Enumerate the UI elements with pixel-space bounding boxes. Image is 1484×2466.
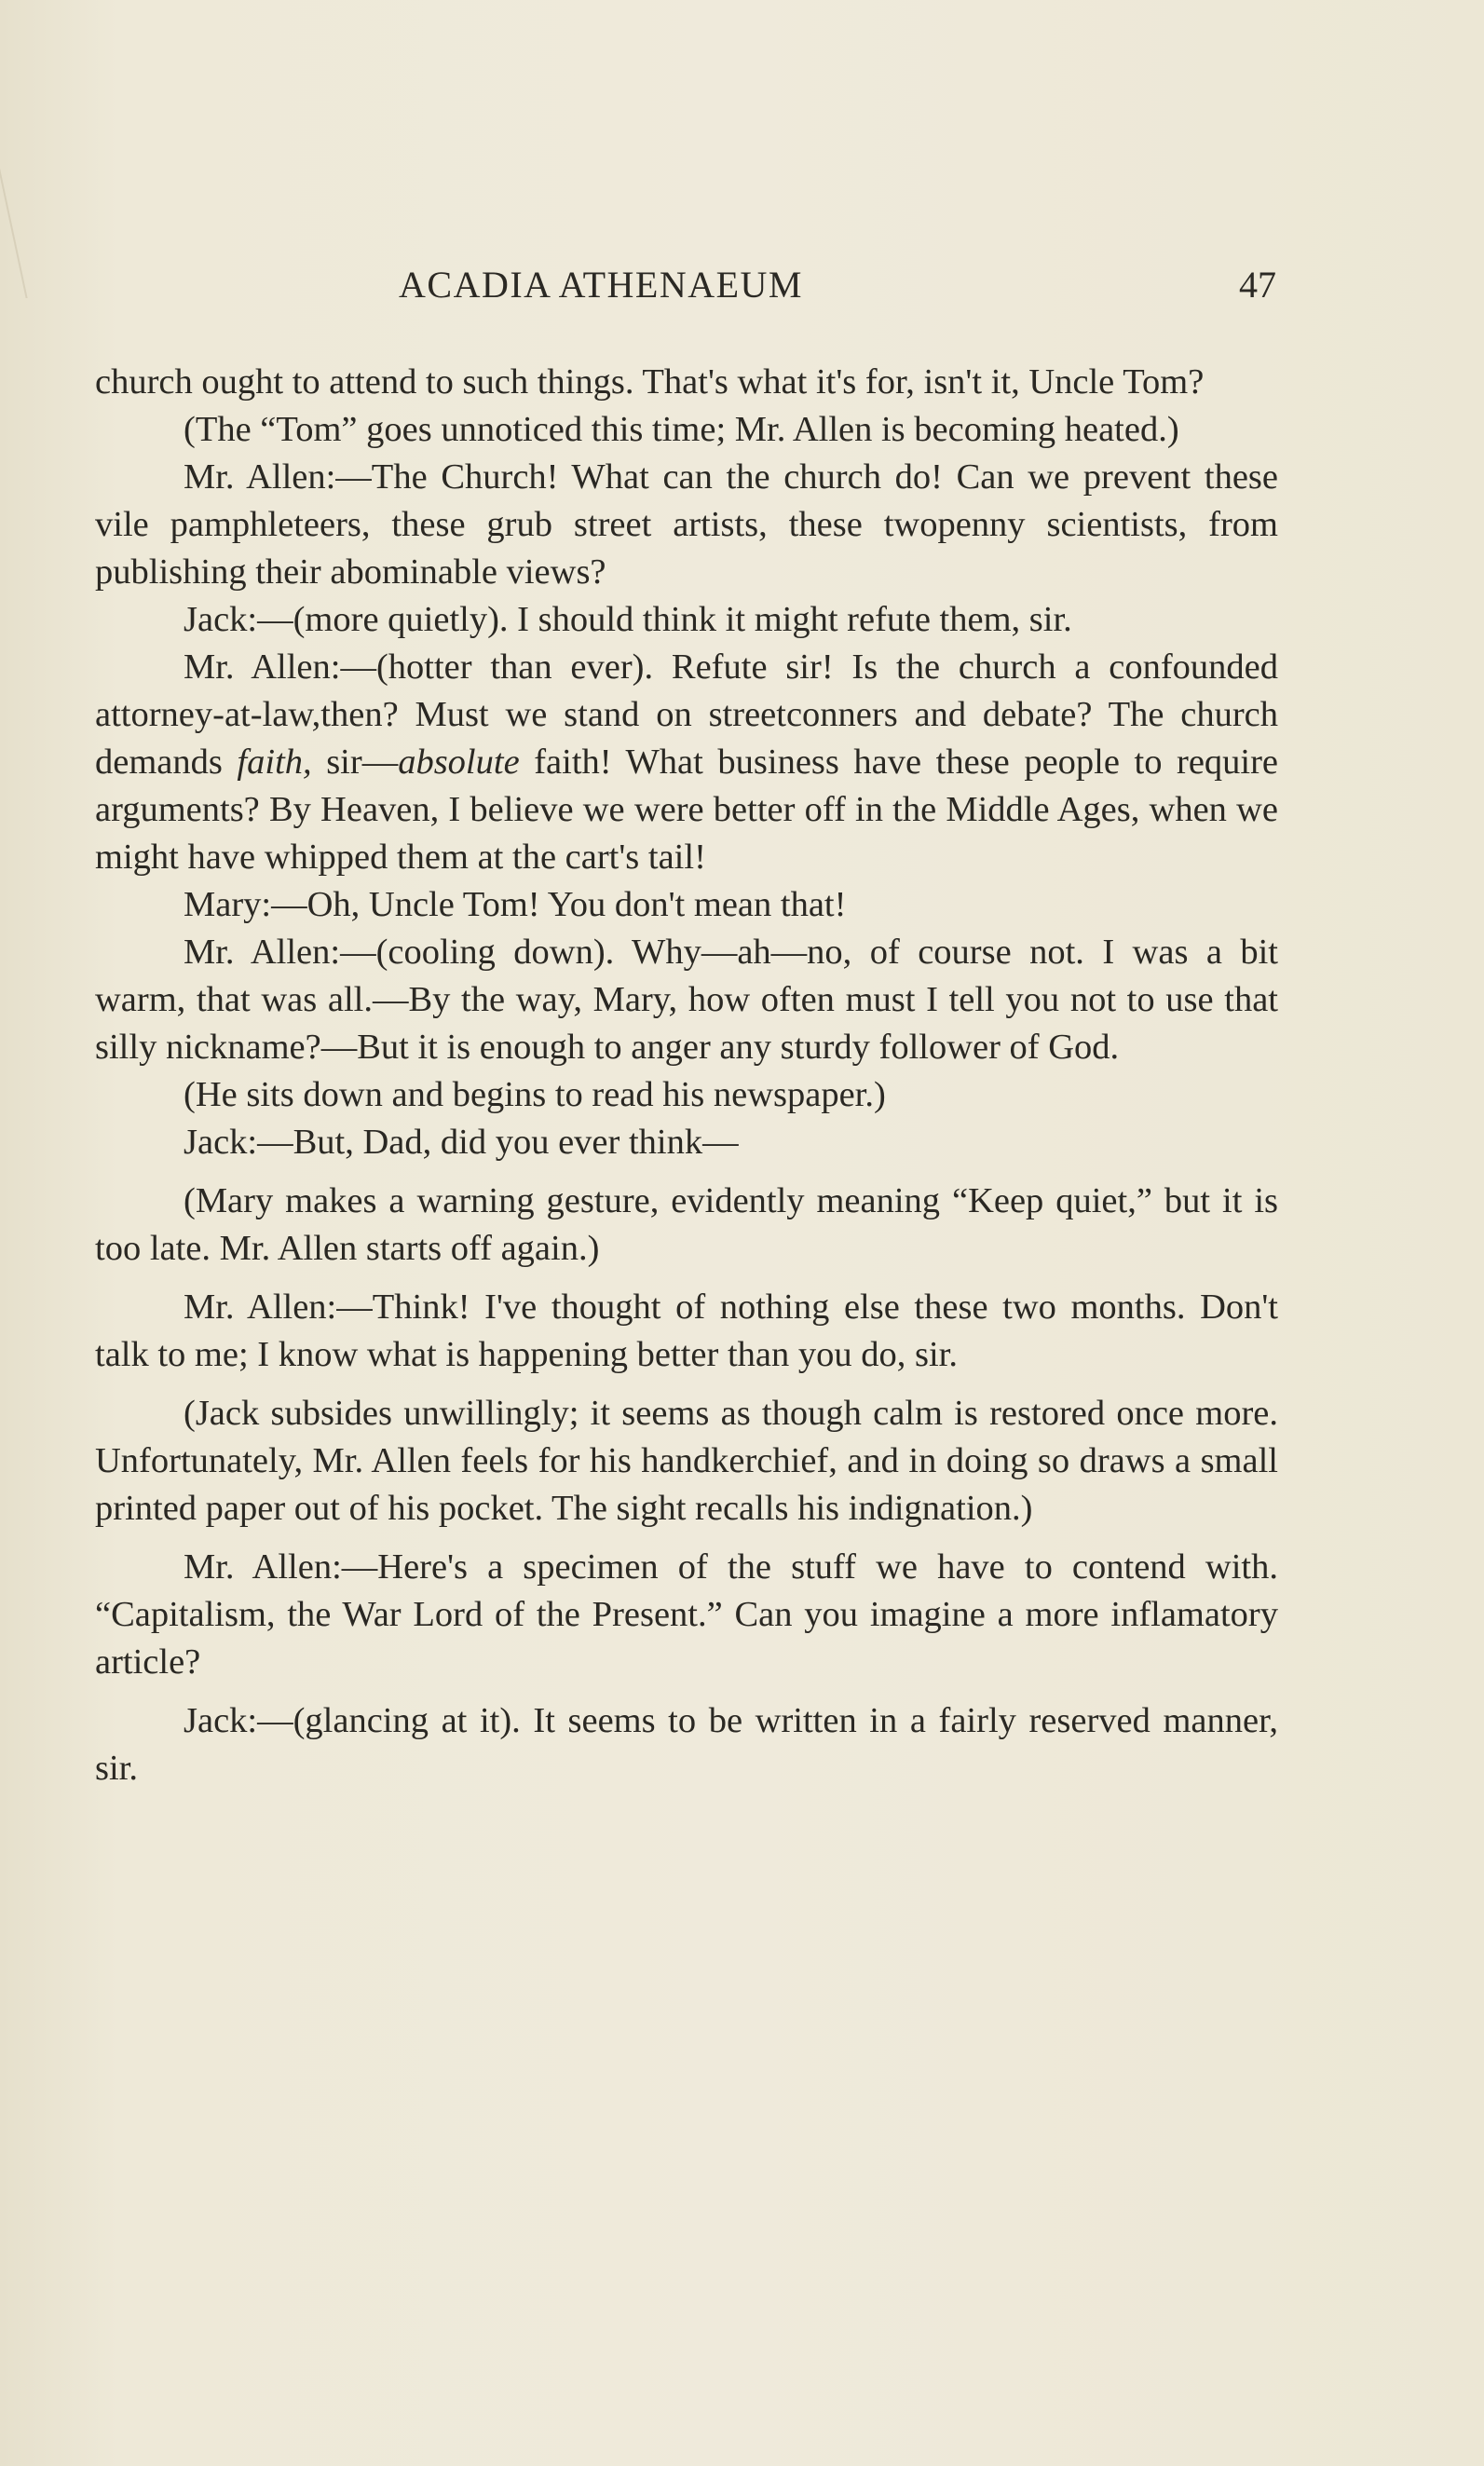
paragraph: (He sits down and begins to read his newspaper.) [184,1075,886,1114]
paragraph: Mary:—Oh, Uncle Tom! You don't mean that! [184,885,847,924]
paragraph: Mr. Allen:—The Church! What can the church do! Can we prevent these vile pamphleteers, these grub street artists, these twopenny scientists, from publishing their abominable views? [95,457,1278,592]
emphasis-absolute: absolute [398,743,520,782]
paragraph: church ought to attend to such things. That's what it's for, isn't it, Uncle Tom? [95,362,1205,402]
paragraph: Mr. Allen:—Here's a specimen of the stuff we have to contend with. “Capitalism, the War Lord of the Present.” Can you imagine a more inflamatory article? [95,1547,1278,1682]
paragraph [95,644,1278,881]
paragraph-text: sir— [311,743,399,782]
paragraph: Jack:—(glancing at it). It seems to be written in a fairly reserved manner, sir. [95,1701,1278,1788]
paragraph: (Jack subsides unwillingly; it seems as though calm is restored once more. Unfortunately, Mr. Allen feels for his handkerchief, and in doing so draws a small printed paper out of his pocket. The sight recalls his indignation.) [95,1394,1278,1528]
body-text [95,359,1278,1792]
emphasis-faith: faith, [237,743,312,782]
page-number: 47 [1239,264,1276,306]
paragraph: Jack:—(more quietly). I should think it might refute them, sir. [184,600,1072,639]
paragraph: Jack:—But, Dad, did you ever think— [184,1123,739,1162]
page-crease [0,56,112,298]
paragraph: Mr. Allen:—Think! I've thought of nothing else these two months. Don't talk to me; I know what is happening better than you do, sir. [95,1287,1278,1374]
paragraph: (The “Tom” goes unnoticed this time; Mr. Allen is becoming heated.) [184,410,1179,449]
paragraph: (Mary makes a warning gesture, evidently meaning “Keep quiet,” but it is too late. Mr. Allen starts off again.) [95,1181,1278,1268]
paragraph-text: faith! What business have these people to require arguments? By Heaven, I believe we were better off in the Middle Ages, when we might have whipped them at the cart's tail! [95,743,1279,877]
paragraph: Mr. Allen:—(cooling down). Why—ah—no, of course not. I was a bit warm, that was all.—By the way, Mary, how often must I tell you not to use that silly nickname?—But it is enough to anger any sturdy follower of God. [95,933,1278,1067]
running-title: ACADIA ATHENAEUM [399,264,803,306]
paragraph-text: Mr. Allen:—(hotter than ever). Refute sir! Is the church a confounded attorney-at-law,then? Must we stand on streetconners and debate? The church demands [95,647,1278,782]
page-header [0,263,1484,319]
